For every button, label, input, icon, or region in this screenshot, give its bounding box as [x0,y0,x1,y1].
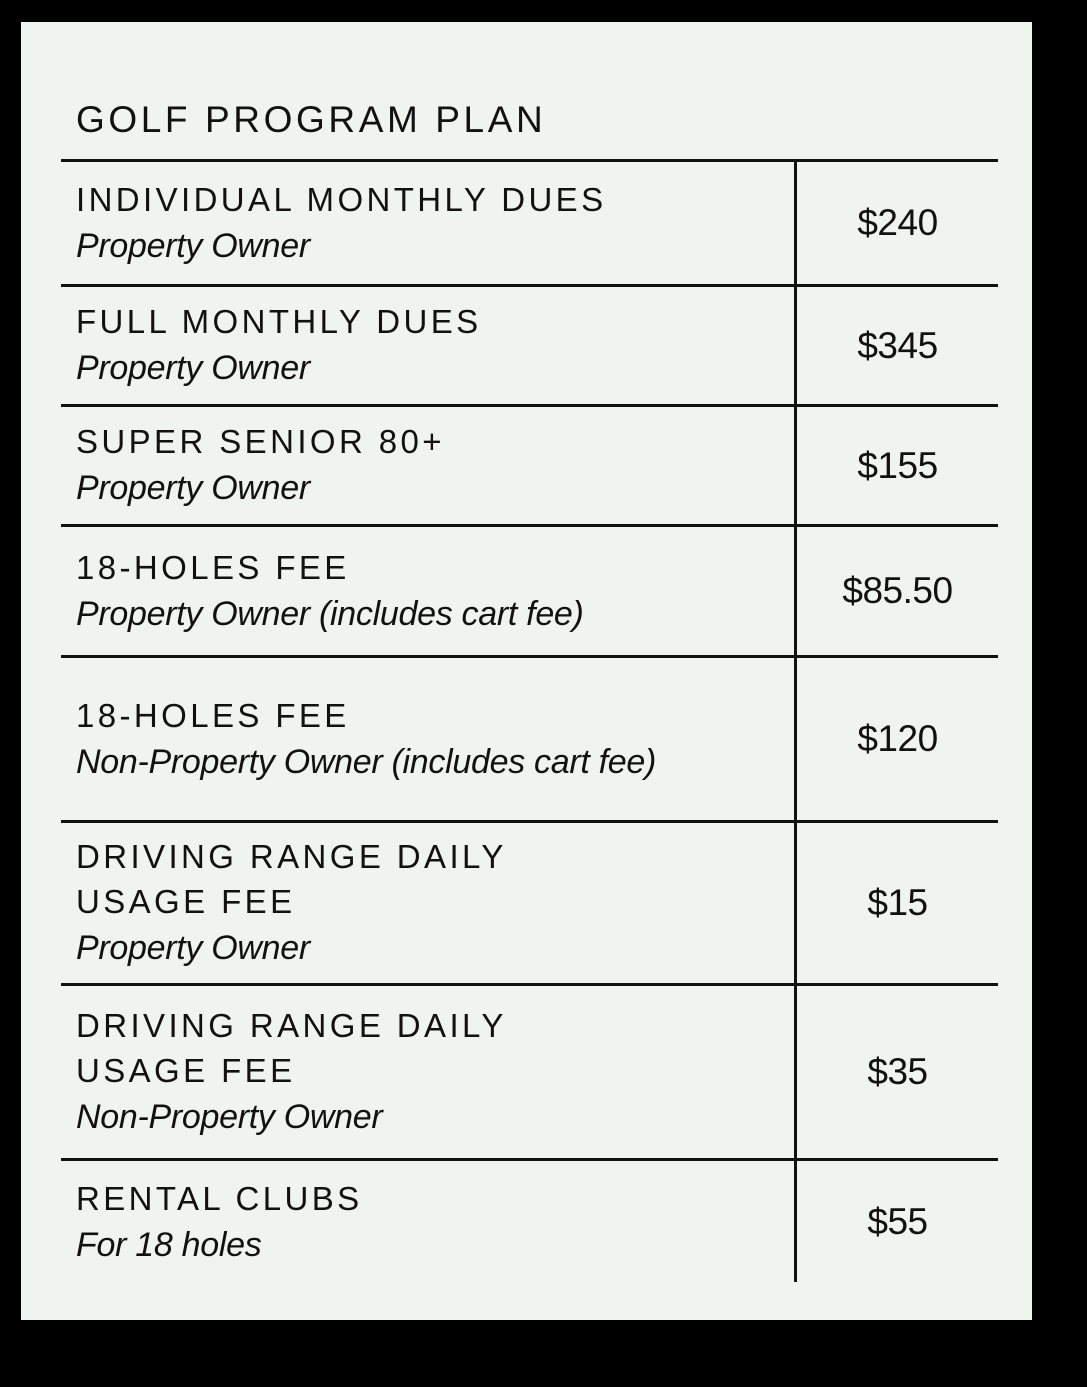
fee-name: SUPER SENIOR 80+ [76,423,445,460]
fee-eligibility: For 18 holes [76,1225,262,1264]
fee-name: 18-HOLES FEE [76,548,350,586]
fee-name-line-1: DRIVING RANGE DAILY [76,1007,507,1044]
fee-eligibility: Property Owner [76,469,310,507]
fee-price: $85.50 [842,570,953,611]
golf-program-plan-card [21,22,1032,1320]
fee-name: INDIVIDUAL MONTHLY DUES [76,180,607,218]
table-row [61,986,998,1158]
fee-eligibility: Property Owner [76,929,310,967]
table-row [61,823,998,983]
fee-price: $35 [867,1051,928,1092]
table-row [61,1161,998,1283]
page-title: GOLF PROGRAM PLAN [76,99,547,140]
fee-description [76,527,796,655]
fee-eligibility: Property Owner (includes cart fee) [76,594,584,633]
fee-description [76,823,796,983]
fee-price: $15 [867,882,928,923]
fee-name: FULL MONTHLY DUES [76,303,482,340]
fee-name: 18-HOLES FEE [76,696,350,734]
fee-description [76,162,796,284]
fee-eligibility: Property Owner [76,226,310,265]
fee-name-line-1: DRIVING RANGE DAILY [76,838,507,875]
fee-description [76,1161,796,1283]
fee-price: $55 [867,1201,928,1242]
table-row [61,162,998,284]
fee-description [76,986,796,1158]
fee-description [76,407,796,524]
fee-description [76,287,796,404]
table-row [61,658,998,820]
table-row [61,527,998,655]
fee-price: $120 [857,718,938,759]
fee-name-line-2: USAGE FEE [76,1052,296,1089]
fee-name-line-2: USAGE FEE [76,883,296,920]
fee-price: $240 [857,202,938,243]
fee-description [76,658,796,820]
fee-eligibility: Non-Property Owner [76,1098,383,1136]
fee-name: RENTAL CLUBS [76,1179,363,1217]
table-row [61,407,998,524]
fee-price: $345 [857,324,938,366]
fee-price: $155 [857,444,938,486]
fee-eligibility: Non-Property Owner (includes cart fee) [76,742,657,781]
fee-eligibility: Property Owner [76,349,310,387]
table-row [61,287,998,404]
